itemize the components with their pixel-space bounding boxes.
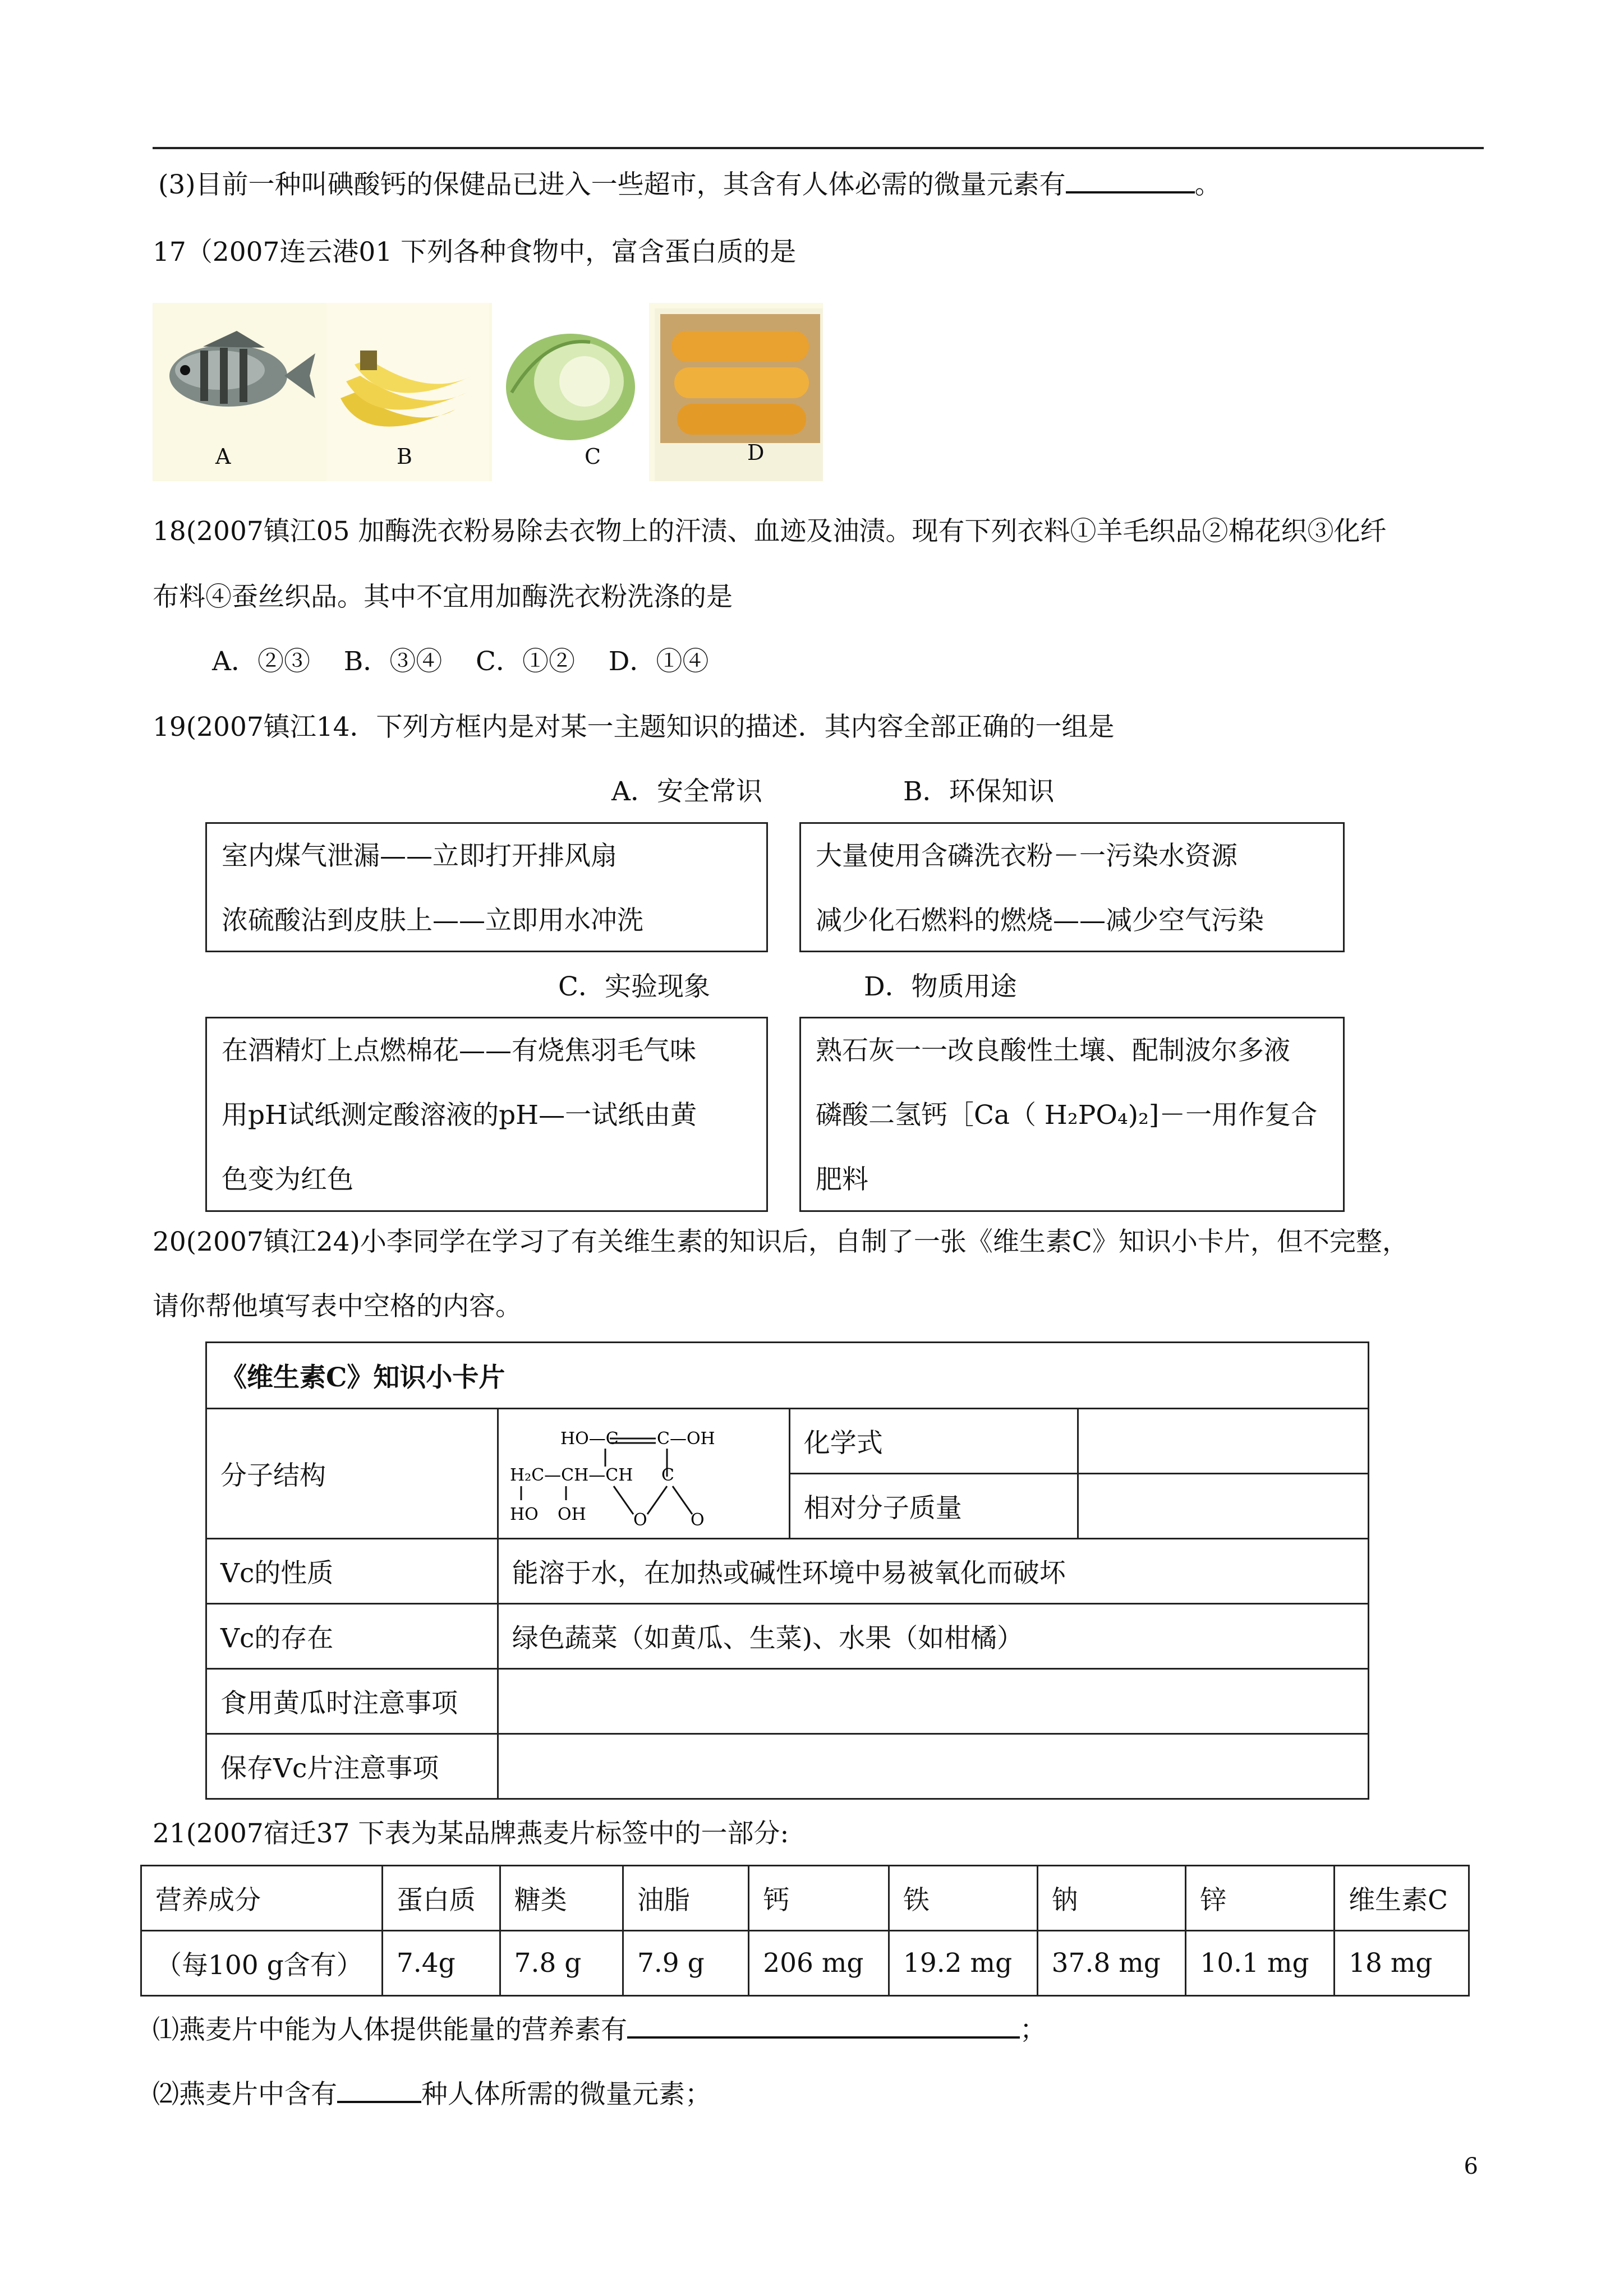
q18-stem-line2: 布料④蚕丝织品。其中不宜用加酶洗衣粉洗涤的是 [153, 582, 733, 612]
option-b-label: B [397, 444, 412, 469]
q19-stem: 19(2007镇江14．下列方框内是对某一主题知识的描述．其内容全部正确的一组是 [153, 712, 1115, 743]
q19-box-d: 熟石灰一一改良酸性土壤、配制波尔多液 磷酸二氢钙［Ca（ H₂PO₄)₂]－一用作复合 肥料 [799, 1017, 1345, 1212]
q18-stem-line1: 18(2007镇江05 加酶洗衣粉易除去衣物上的汗渍、血迹及油渍。现有下列衣料①羊毛织品②棉花织③化纤 [153, 516, 1387, 547]
q16-part3: (3)目前一种叫碘酸钙的保健品已进入一些超市，其含有人体必需的微量元素有 。 [158, 169, 1221, 200]
q21-stem: 21(2007宿迁37 下表为某品牌燕麦片标签中的一部分: [153, 1818, 789, 1849]
q19-a-title: A．安全常识 [611, 776, 762, 807]
column-fat: 油脂 [623, 1866, 748, 1931]
cabbage-image [492, 303, 649, 481]
answer-blank[interactable] [337, 2078, 421, 2103]
page-number: 6 [1464, 2154, 1478, 2179]
svg-text:C—OH: C—OH [656, 1428, 715, 1449]
formula-label: 化学式 [789, 1409, 1078, 1474]
nutrient-header-label: 营养成分 [141, 1866, 383, 1931]
svg-text:HO: HO [509, 1504, 539, 1524]
q20-stem-line1: 20(2007镇江24)小李同学在学习了有关维生素的知识后，自制了一张《维生素C》知识小卡片，但不完整， [153, 1227, 1409, 1257]
value-zinc: 10.1 mg [1186, 1931, 1335, 1996]
existence-label: Vc的存在 [206, 1604, 498, 1669]
column-zinc: 锌 [1186, 1866, 1335, 1931]
mass-answer[interactable] [1078, 1474, 1368, 1539]
column-vitamin-c: 维生素C [1335, 1866, 1469, 1931]
structure-label: 分子结构 [206, 1409, 498, 1539]
value-protein: 7.4g [382, 1931, 500, 1996]
svg-text:C: C [661, 1465, 674, 1485]
vitamin-c-structure-diagram [499, 1410, 787, 1537]
card-title: 《维生素C》知识小卡片 [206, 1343, 1369, 1409]
food-picture [153, 303, 823, 481]
fish-image [153, 303, 324, 481]
column-sodium: 钠 [1037, 1866, 1186, 1931]
column-calcium: 钙 [749, 1866, 889, 1931]
property-value: 能溶于水，在加热或碱性环境中易被氧化而破坏 [498, 1539, 1368, 1604]
column-sugar: 糖类 [500, 1866, 623, 1931]
q19-box-a: 室内煤气泄漏——立即打开排风扇 浓硫酸沾到皮肤上——立即用水冲洗 [205, 822, 768, 952]
option-a-label: A [215, 444, 231, 469]
value-sugar: 7.8 g [500, 1931, 623, 1996]
q21-sub2: ⑵燕麦片中含有 种人体所需的微量元素； [153, 2079, 711, 2110]
q19-box-c: 在酒精灯上点燃棉花——有烧焦羽毛气味 用pH试纸测定酸溶液的pH—一试纸由黄 色变为红色 [205, 1017, 768, 1212]
q21-sub1: ⑴燕麦片中能为人体提供能量的营养素有 ； [153, 2014, 1046, 2045]
value-fat: 7.9 g [623, 1931, 748, 1996]
answer-blank[interactable] [1066, 169, 1195, 193]
q19-d-title: D．物质用途 [864, 971, 1017, 1002]
q20-stem-line2: 请你帮他填写表中空格的内容。 [153, 1291, 522, 1322]
option-c-label: C [585, 444, 601, 469]
property-label: Vc的性质 [206, 1539, 498, 1604]
value-calcium: 206 mg [749, 1931, 889, 1996]
cucumber-note-answer[interactable] [498, 1669, 1368, 1734]
svg-text:HO—C: HO—C [560, 1428, 619, 1449]
svg-text:O: O [633, 1510, 647, 1530]
q18-options: A．②③ B．③④ C．①② D．①④ [212, 646, 709, 677]
oat-nutrition-table [140, 1865, 1470, 1997]
svg-text:O: O [690, 1510, 705, 1530]
column-iron: 铁 [889, 1866, 1037, 1931]
mass-label: 相对分子质量 [789, 1474, 1078, 1539]
structure-cell [498, 1409, 789, 1539]
answer-blank[interactable] [627, 2014, 1020, 2039]
q19-c-title: C．实验现象 [558, 971, 710, 1002]
svg-text:OH: OH [557, 1504, 586, 1524]
existence-value: 绿色蔬菜（如黄瓜、生菜)、水果（如柑橘） [498, 1604, 1368, 1669]
column-protein: 蛋白质 [382, 1866, 500, 1931]
q17-food-images [153, 303, 823, 481]
formula-answer[interactable] [1078, 1409, 1368, 1474]
header-rule [153, 147, 1484, 149]
corn-image [655, 308, 823, 481]
vitamin-c-card [205, 1341, 1369, 1800]
option-d-label: D [747, 440, 765, 465]
storage-note-label: 保存Vc片注意事项 [206, 1734, 498, 1799]
value-vitamin-c: 18 mg [1335, 1931, 1469, 1996]
q19-box-b: 大量使用含磷洗衣粉－一污染水资源 减少化石燃料的燃烧——减少空气污染 [799, 822, 1345, 952]
value-sodium: 37.8 mg [1037, 1931, 1186, 1996]
storage-note-answer[interactable] [498, 1734, 1368, 1799]
q17-stem: 17（2007连云港01 下列各种食物中，富含蛋白质的是 [153, 237, 797, 268]
svg-text:H₂C—CH—CH: H₂C—CH—CH [509, 1465, 633, 1485]
q19-b-title: B．环保知识 [903, 776, 1055, 807]
per-100g-label: （每100 g含有） [141, 1931, 383, 1996]
cucumber-note-label: 食用黄瓜时注意事项 [206, 1669, 498, 1734]
value-iron: 19.2 mg [889, 1931, 1037, 1996]
